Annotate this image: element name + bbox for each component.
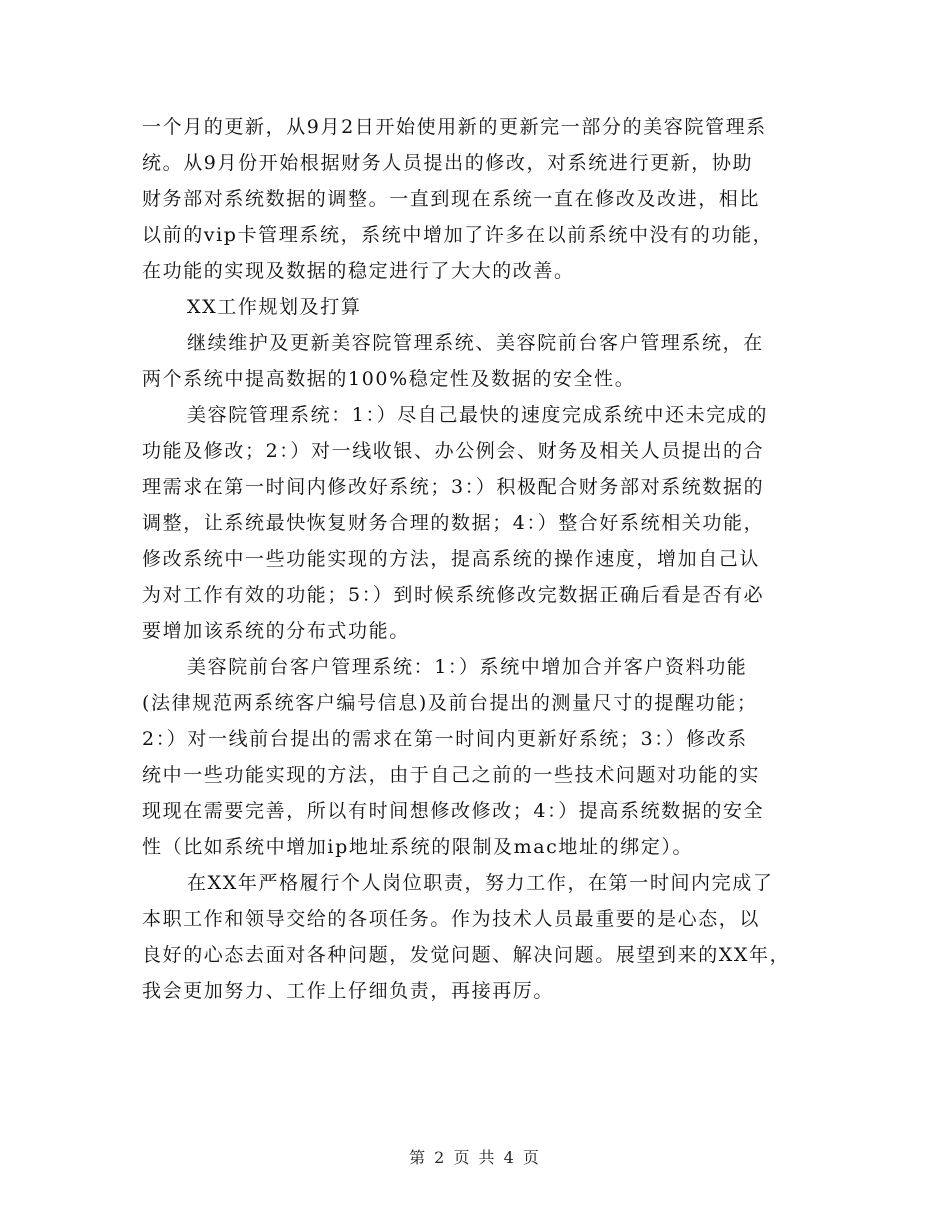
text-line: 财务部对系统数据的调整。一直到现在系统一直在修改及改进，相比 (142, 188, 761, 210)
page-number: 第 2 页 共 4 页 (409, 1148, 541, 1167)
text-line: 修改系统中一些功能实现的方法，提高系统的操作速度，增加自己认 (142, 548, 761, 570)
text-line: 调整，让系统最快恢复财务合理的数据；4：）整合好系统相关功能， (142, 512, 765, 534)
text-line: 理需求在第一时间内修改好系统；3：）积极配合财务部对系统数据的 (142, 476, 765, 498)
text-line: 一个月的更新，从9月2日开始使用新的更新完一部分的美容院管理系 (142, 116, 767, 138)
text-line: 在XX年严格履行个人岗位职责，努力工作，在第一时间内完成了 (187, 872, 774, 894)
text-line: 我会更加努力、工作上仔细负责，再接再厉。 (142, 980, 555, 1002)
text-line: 良好的心态去面对各种问题，发觉问题、解决问题。展望到来的XX年， (142, 944, 791, 966)
text-line: 统中一些功能实现的方法，由于自己之前的一些技术问题对功能的实 (142, 764, 761, 786)
text-line: 现现在需要完善，所以有时间想修改修改；4：）提高系统数据的安全 (142, 800, 765, 822)
text-line: 统。从9月份开始根据财务人员提出的修改，对系统进行更新，协助 (142, 152, 754, 174)
text-line: (法律规范两系统客户编号信息)及前台提出的测量尺寸的提醒功能； (142, 692, 758, 714)
text-line: 继续维护及更新美容院管理系统、美容院前台客户管理系统，在 (187, 332, 764, 354)
text-line: 两个系统中提高数据的100%稳定性及数据的安全性。 (142, 368, 636, 390)
text-line: 功能及修改；2：）对一线收银、办公例会、财务及相关人员提出的合 (142, 440, 765, 462)
text-line: 2：）对一线前台提出的需求在第一时间内更新好系统；3：）修改系 (142, 728, 748, 750)
text-line: 要增加该系统的分布式功能。 (142, 620, 410, 642)
section-heading: XX工作规划及打算 (187, 296, 362, 318)
text-line: 美容院管理系统：1：）尽自己最快的速度完成系统中还未完成的 (187, 404, 768, 426)
text-line: 为对工作有效的功能；5：）到时候系统修改完数据正确后看是否有必 (142, 584, 765, 606)
text-line: 性（比如系统中增加ip地址系统的限制及mac地址的绑定）。 (142, 836, 694, 858)
text-line: 以前的vip卡管理系统，系统中增加了许多在以前系统中没有的功能， (142, 224, 774, 246)
text-line: 在功能的实现及数据的稳定进行了大大的改善。 (142, 260, 575, 282)
text-line: 本职工作和领导交给的各项任务。作为技术人员最重要的是心态，以 (142, 908, 761, 930)
text-line: 美容院前台客户管理系统：1：）系统中增加合并客户资料功能 (187, 656, 748, 678)
